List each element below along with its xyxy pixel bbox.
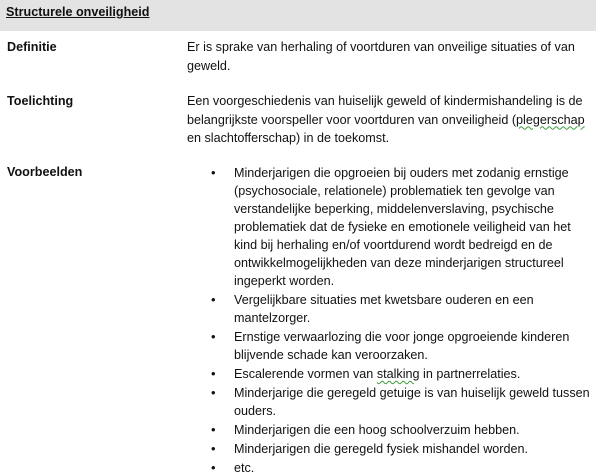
bullet-icon: •	[211, 441, 216, 456]
section-title: Structurele onveiligheid	[6, 5, 150, 19]
list-item-text: Minderjarigen die een hoog schoolverzuim hebben.	[234, 423, 520, 437]
spellcheck-word-stalking[interactable]: stalking	[376, 367, 420, 381]
row-text-definitie	[187, 38, 592, 75]
bullet-icon: •	[211, 292, 216, 307]
definitie-paragraph: Er is sprake van herhaling of voortduren van onveilige situaties of van geweld.	[187, 40, 575, 73]
bullet-icon: •	[211, 422, 216, 437]
row-label-toelichting: Toelichting	[7, 94, 74, 108]
list-item	[211, 328, 594, 364]
list-item-text: Minderjarigen die geregeld fysiek mishandel worden.	[234, 442, 529, 456]
list-item-text-before: Escalerende vormen van	[234, 367, 377, 381]
bullet-icon: •	[211, 366, 216, 381]
list-item	[211, 384, 594, 420]
list-item	[211, 459, 594, 472]
spellcheck-word-plegerschap[interactable]: plegerschap	[516, 112, 585, 127]
row-label-definitie: Definitie	[7, 40, 57, 54]
list-item	[211, 440, 594, 458]
list-item-text: Ernstige verwaarlozing die voor jonge opgroeiende kinderen blijvende schade kan veroorzaken.	[234, 330, 570, 362]
list-item-text: Minderjarigen die opgroeien bij ouders met zodanig ernstige (psychosociale, relationele) problematiek ten gevolge van verstandelijke beperking, middelenverslaving, psychische problematiek dat de fysieke en emotionele veiligheid van het kind bij herhaling en/of voortdurend wordt bedreigd en de ontwikkelmogelijkheden van deze minderjarigen structureel ingeperkt worden.	[234, 166, 571, 288]
list-item-text: Minderjarige die geregeld getuige is van huiselijk geweld tussen ouders.	[234, 386, 590, 418]
toelichting-text-part2: en slachtofferschap) in de toekomst.	[187, 131, 390, 145]
list-item	[211, 291, 594, 327]
toelichting-paragraph	[187, 92, 592, 148]
list-item-text-after: in partnerrelaties.	[419, 367, 521, 381]
list-item-text: etc.	[234, 461, 255, 472]
row-text-toelichting	[187, 92, 592, 148]
list-item	[211, 365, 594, 383]
list-item	[211, 421, 594, 439]
row-label-voorbeelden: Voorbeelden	[7, 165, 83, 179]
bullet-icon: •	[211, 460, 216, 472]
bullet-icon: •	[211, 385, 216, 400]
list-item	[211, 164, 594, 290]
toelichting-text-part1: Een voorgeschiedenis van huiselijk geweld of kindermishandeling is de belangrijkste voorspeller voor voortduren van onveiligheid (	[187, 94, 583, 127]
list-item-text: Vergelijkbare situaties met kwetsbare ouderen en een mantelzorger.	[234, 293, 534, 325]
bullet-icon: •	[211, 329, 216, 344]
bullet-icon: •	[211, 165, 216, 180]
voorbeelden-list	[211, 164, 594, 472]
